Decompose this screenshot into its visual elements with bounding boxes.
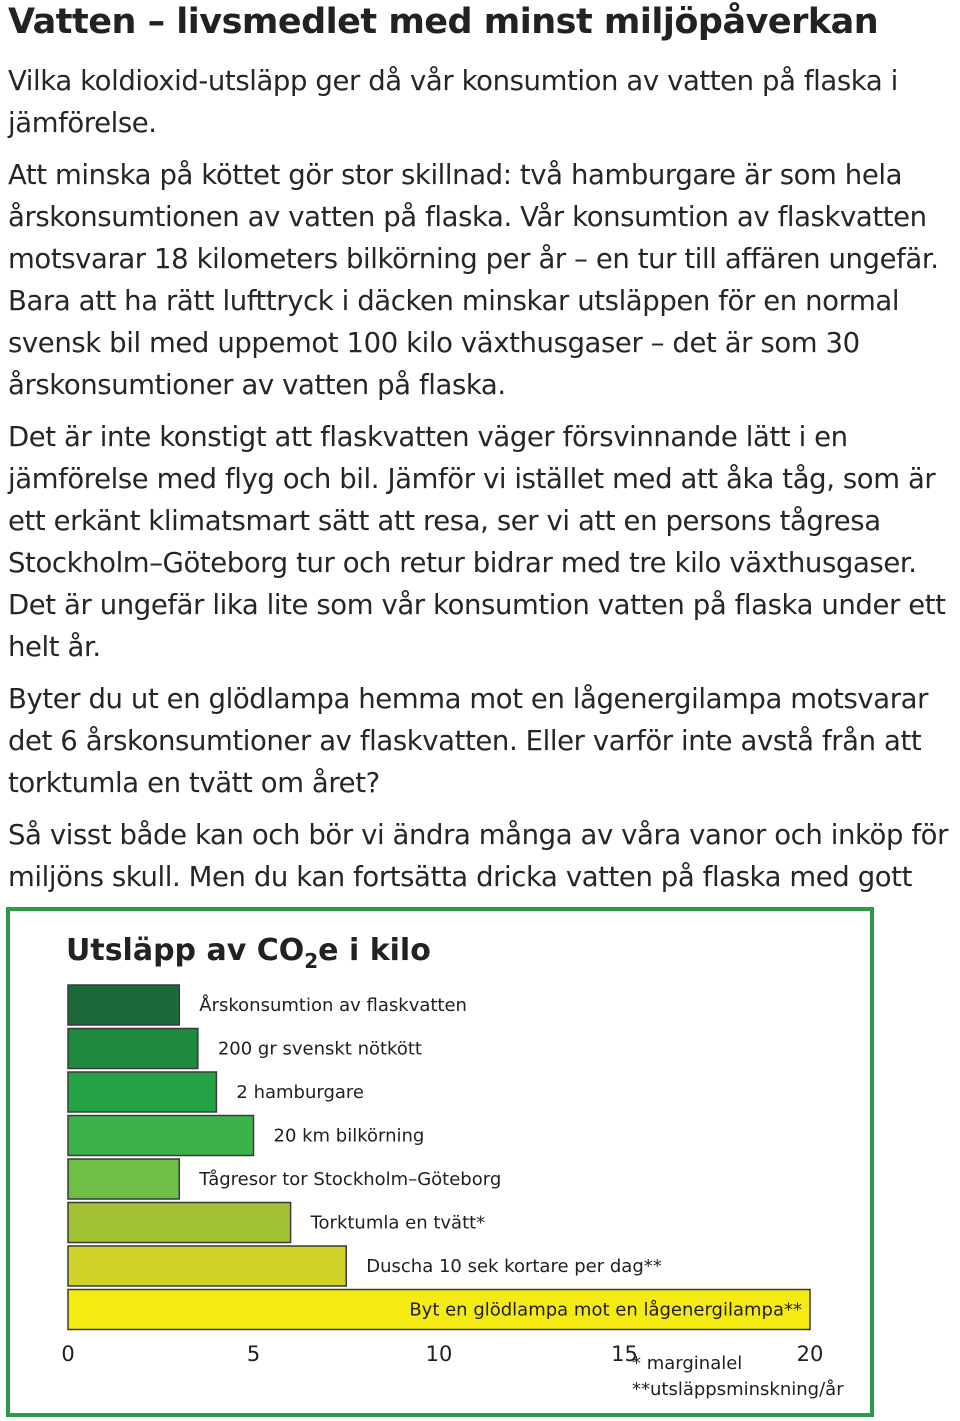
x-tick-4: 20 — [796, 1342, 824, 1366]
bar-3 — [68, 1116, 254, 1156]
bar-label-7: Byt en glödlampa mot en lågenergilampa** — [409, 1299, 802, 1321]
bar-1 — [68, 1029, 198, 1069]
bar-label-6: Duscha 10 sek kortare per dag** — [366, 1256, 662, 1277]
bar-4 — [68, 1159, 179, 1199]
paragraph-conclusion: Så visst både kan och bör vi ändra många av våra vanor och inköp för miljöns skull. Men du kan fortsätta dricka vatten på flaska med gott — [8, 819, 948, 893]
footnote-reduction: **utsläppsminskning/år — [632, 1379, 844, 1400]
paragraph-lamp: Byter du ut en glödlampa hemma mot en lågenergilampa motsvarar det 6 årskonsumtioner av flaskvatten. Eller varför inte avstå från att torktumla en tvätt om året? — [8, 683, 928, 799]
bar-label-2: 2 hamburgare — [236, 1082, 365, 1103]
bar-0 — [68, 985, 179, 1025]
bar-label-3: 20 km bilkörning — [273, 1125, 425, 1147]
article-body — [8, 60, 953, 950]
x-tick-0: 0 — [61, 1342, 75, 1366]
paragraph-intro: Vilka koldioxid-utsläpp ger då vår konsumtion av vatten på flaska i jämförelse. — [8, 65, 898, 139]
x-tick-1: 5 — [246, 1342, 261, 1366]
x-tick-3: 15 — [611, 1342, 638, 1366]
emissions-chart — [6, 907, 874, 1417]
bar-label-5: Torktumla en tvätt* — [310, 1212, 486, 1234]
footnote-marginal: * marginalel — [632, 1353, 743, 1374]
chart-title-subscript: 2 — [304, 949, 319, 973]
bar-6 — [68, 1246, 346, 1286]
chart-title-main: Utsläpp av CO — [66, 933, 305, 968]
page-title: Vatten – livsmedlet med minst miljöpåverkan — [8, 2, 879, 42]
paragraph-train: Det är inte konstigt att flaskvatten väger försvinnande lätt i en jämförelse med flyg och bil. Jämför vi istället med att åka tåg, som är ett erkänt klimatsmart sätt att resa, ser vi att en persons tågresa Stockholm–Göteborg tur och retur bidrar med tre kilo växthusgaser. Det är ungefär lika lite som vår konsumtion vatten på flaska under ett helt år. — [8, 421, 946, 663]
bar-chart-svg — [10, 911, 870, 1413]
paragraph-meat-car: Att minska på köttet gör stor skillnad: två hamburgare är som hela årskonsumtionen av vatten på flaska. Vår konsumtion av flaskvatten motsvarar 18 kilometers bilkörning per år – en tur till affären ungefär. Bara att ha rätt lufttryck i däcken minskar utsläppen för en normal svensk bil med uppemot 100 kilo växthusgaser – det är som 30 årskonsumtioner av vatten på flaska. — [8, 159, 939, 401]
bar-2 — [68, 1072, 216, 1112]
chart-title-end: e i kilo — [318, 933, 431, 968]
chart-footnotes — [632, 1351, 844, 1403]
bar-label-1: 200 gr svenskt nötkött — [217, 1038, 422, 1060]
bar-5 — [68, 1203, 291, 1243]
bar-label-0: Årskonsumtion av flaskvatten — [199, 995, 467, 1016]
bar-label-4: Tågresor tor Stockholm–Göteborg — [199, 1169, 502, 1190]
x-tick-2: 10 — [425, 1342, 453, 1366]
